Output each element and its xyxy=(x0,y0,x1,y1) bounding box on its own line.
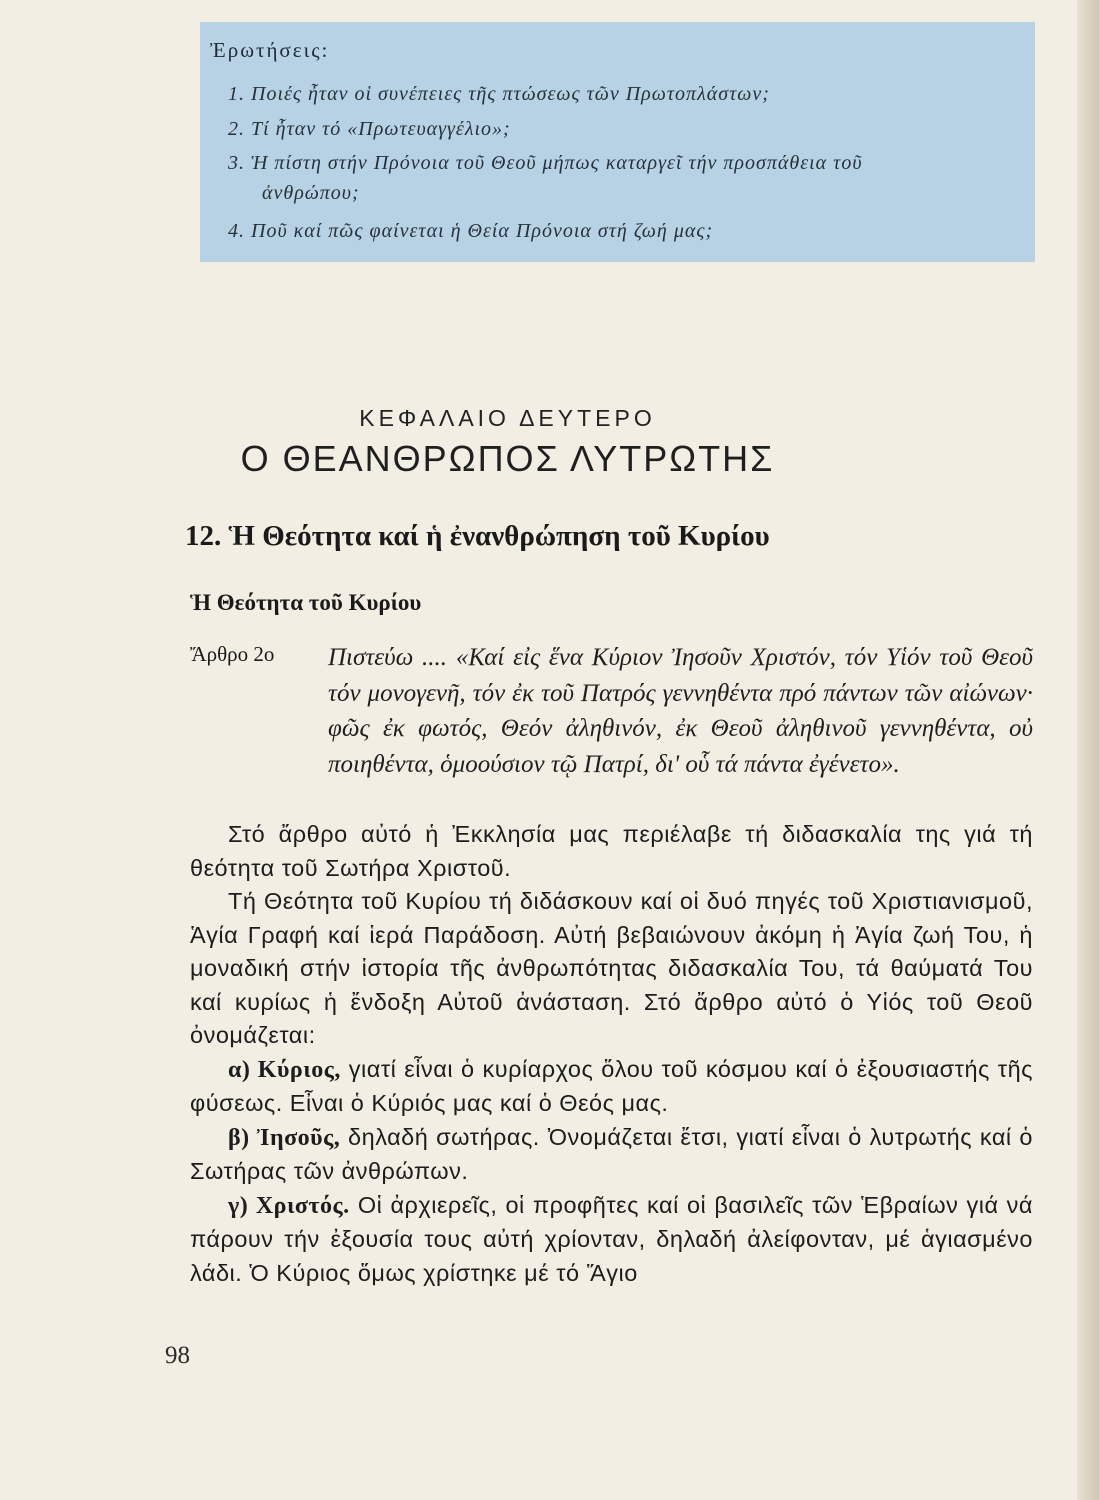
questions-title: Ἐρωτήσεις: xyxy=(210,38,330,62)
question-3-continued: ἀνθρώπου; xyxy=(262,182,360,204)
creed-text: Πιστεύω .... «Καί εἰς ἕνα Κύριον Ἰησοῦν Χριστόν, τόν Υἱόν τοῦ Θεοῦ τόν μονογενῆ, τόν ἐκ τοῦ Πατρός γεννηθέντα πρό πάντων τῶν αἰώνων· φῶς ἐκ φωτός, Θεόν ἀληθινόν, ἐκ Θεοῦ ἀληθινοῦ γεννηθέντα, οὐ ποιηθέντα, ὁμοούσιον τῷ Πατρί, δι' οὗ τά πάντα ἐγένετο». xyxy=(328,644,1033,778)
text-kyrios: γιατί εἶναι ὁ κυρίαρχος ὅλου τοῦ κόσμου καί ὁ ἐξουσιαστής τῆς φύσεως. Εἶναι ὁ Κύριός μας καί ὁ Θεός μας. xyxy=(190,1055,1033,1116)
page-number: 98 xyxy=(165,1342,190,1369)
question-2: 2. Τί ἦταν τό «Πρωτευαγγέλιο»; xyxy=(228,118,511,140)
paragraph-kyrios xyxy=(190,1053,1033,1121)
chapter-label: ΚΕΦΑΛΑΙΟ ΔΕΥΤΕΡΟ xyxy=(359,405,656,431)
question-3: 3. Ἡ πίστη στήν Πρόνοια τοῦ Θεοῦ μήπως καταργεῖ τήν προσπάθεια τοῦ xyxy=(228,152,863,174)
paragraph-christos xyxy=(190,1189,1033,1291)
subsection-title: Ἡ Θεότητα τοῦ Κυρίου xyxy=(190,590,422,615)
section-title: 12. Ἡ Θεότητα καί ἡ ἐνανθρώπηση τοῦ Κυρίου xyxy=(185,520,770,552)
text-christos: Οἱ ἀρχιερεῖς, οἱ προφῆτες καί οἱ βασιλεῖς τῶν Ἑβραίων γιά νά πάρουν τήν ἐξουσία τους αὐτή χρίονταν, δηλαδή ἀλείφονταν, μέ ἁγιασμένο λάδι. Ὁ Κύριος ὅμως χρίστηκε μέ τό Ἅγιο xyxy=(190,1191,1034,1286)
paragraph-iesous xyxy=(190,1121,1033,1189)
question-1: 1. Ποιές ἦταν οἱ συνέπειες τῆς πτώσεως τῶν Πρωτοπλάστων; xyxy=(228,83,770,105)
chapter-title: Ο ΘΕΑΝΘΡΩΠΟΣ ΛΥΤΡΩΤΗΣ xyxy=(240,438,775,479)
page-edge xyxy=(1077,0,1099,1500)
body-text xyxy=(190,818,1033,1290)
term-iesous: β) Ἰησοῦς, xyxy=(228,1124,341,1151)
text-iesous: δηλαδή σωτήρας. Ὀνομάζεται ἔτσι, γιατί εἶναι ὁ λυτρωτής καί ὁ Σωτήρας τῶν ἀνθρώπων. xyxy=(190,1123,1033,1184)
paragraph-1: Στό ἄρθρο αὐτό ἡ Ἐκκλησία μας περιέλαβε τή διδασκαλία της γιά τή θεότητα τοῦ Σωτήρα Χριστοῦ. xyxy=(190,821,1033,881)
article-label: Ἄρθρο 2ο xyxy=(190,642,275,666)
question-4: 4. Ποῦ καί πῶς φαίνεται ἡ Θεία Πρόνοια στή ζωή μας; xyxy=(228,220,714,242)
term-christos: γ) Χριστός. xyxy=(228,1192,350,1219)
term-kyrios: α) Κύριος, xyxy=(228,1056,341,1083)
paragraph-2: Τή Θεότητα τοῦ Κυρίου τή διδάσκουν καί οἱ δυό πηγές τοῦ Χριστιανισμοῦ, Ἁγία Γραφή καί ἱερά Παράδοση. Αὐτή βεβαιώνουν ἀκόμη ἡ Ἁγία ζωή Του, ἡ μοναδική στήν ἱστορία τῆς ἀνθρωπότητας διδασκαλία Του, τά θαύματά Του καί κυρίως ἡ ἔνδοξη Αὐτοῦ ἀνάσταση. Στό ἄρθρο αὐτό ὁ Υἱός τοῦ Θεοῦ ὀνομάζεται: xyxy=(190,888,1033,1048)
